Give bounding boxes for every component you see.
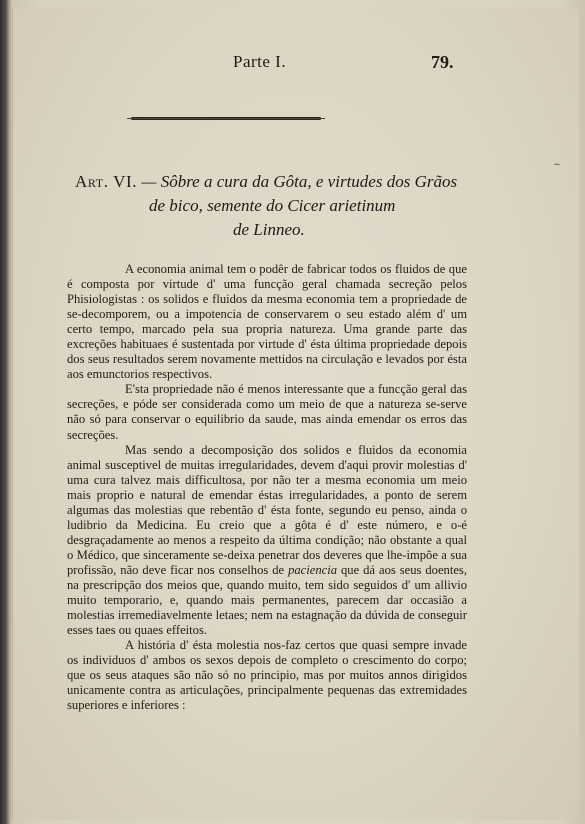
paragraph: A história d' ésta molestia nos-faz certos que quasi sempre invade os individuos d' ambos os sexos depois de completo o crescimento do corpo; que os seus ataques são não só no principio, mas por muitos annos dirigidos unicamente contra as articulações, principalmente pequenas das extremidades superiores e inferiores : bbox=[67, 638, 467, 713]
running-title: Parte I. bbox=[233, 52, 287, 71]
article-title-line-1: Art. VI. — Sôbre a cura da Gôta, e virtudes dos Grãos bbox=[75, 172, 458, 191]
italic-word: paciencia bbox=[288, 562, 338, 577]
article-title bbox=[75, 170, 475, 242]
paragraph: E'sta propriedade não é menos interessante que a funcção geral das secreções, e póde ser considerada como um meio de que a natureza se-serve não só para conservar o equilibrio da saude, mas ainda emendar os erros das secreções. bbox=[67, 382, 467, 442]
page-header bbox=[13, 52, 579, 78]
article-title-line-3: de Linneo. bbox=[233, 220, 305, 239]
article-body bbox=[67, 262, 467, 713]
article-title-line-2: de bico, semente do Cicer arietinum bbox=[149, 196, 396, 215]
header-rule bbox=[131, 117, 321, 120]
ink-speck: ~ bbox=[553, 160, 561, 170]
paragraph: A economia animal tem o podêr de fabricar todos os fluidos de que é composta por virtude d' uma funcção geral chamada secreção pelos Phisiologistas : os solidos e fluidos da mesma economia tem a propriedade de se-decomporem, ou a impotencia de conservarem o seu estado além d' um certo tempo, marcado pela sua propria natureza. Uma grande parte das excreções habituaes é sustentada por virtude d' ésta última propriedade depois dos seus resultados serem novamente mettidos na circulação e levados por ésta aos emunctorios respectivos. bbox=[67, 262, 467, 382]
paragraph: Mas sendo a decomposição dos solidos e fluidos da economia animal susceptivel de muitas irregularidades, devem d'aqui provir molestias d' uma cura talvez mais difficultosa, por não ter a mesma economia um meio mais proprio e natural de emendar éstas irregularidades, a ponto de serem algumas das molestias que rebentão d' ésta fonte, segundo eu penso, ainda o ludibrio da Medicina. Eu creio que a gôta é d' este número, e o-é desgraçadamente ao menos a respeito da última condição; não obstante a qual o Médico, que sinceramente se-deixa penetrar dos deveres que lhe-impõe a sua profissão, não deve ficar nos conselhos de paciencia que dá aos seus doentes, na prescripção dos meios que, quando muito, tem sido seguidos d' um allivio muito temporario, e, quando mais permanentes, parecem dar occasião a molestias irremediavelmente letaes; nem na estagnação da dúvida de conseguir esses taes ou quaes effeitos. bbox=[67, 442, 467, 638]
book-page bbox=[12, 8, 579, 820]
page-number: 79. bbox=[431, 52, 454, 72]
article-label: Art. VI. bbox=[75, 172, 138, 191]
